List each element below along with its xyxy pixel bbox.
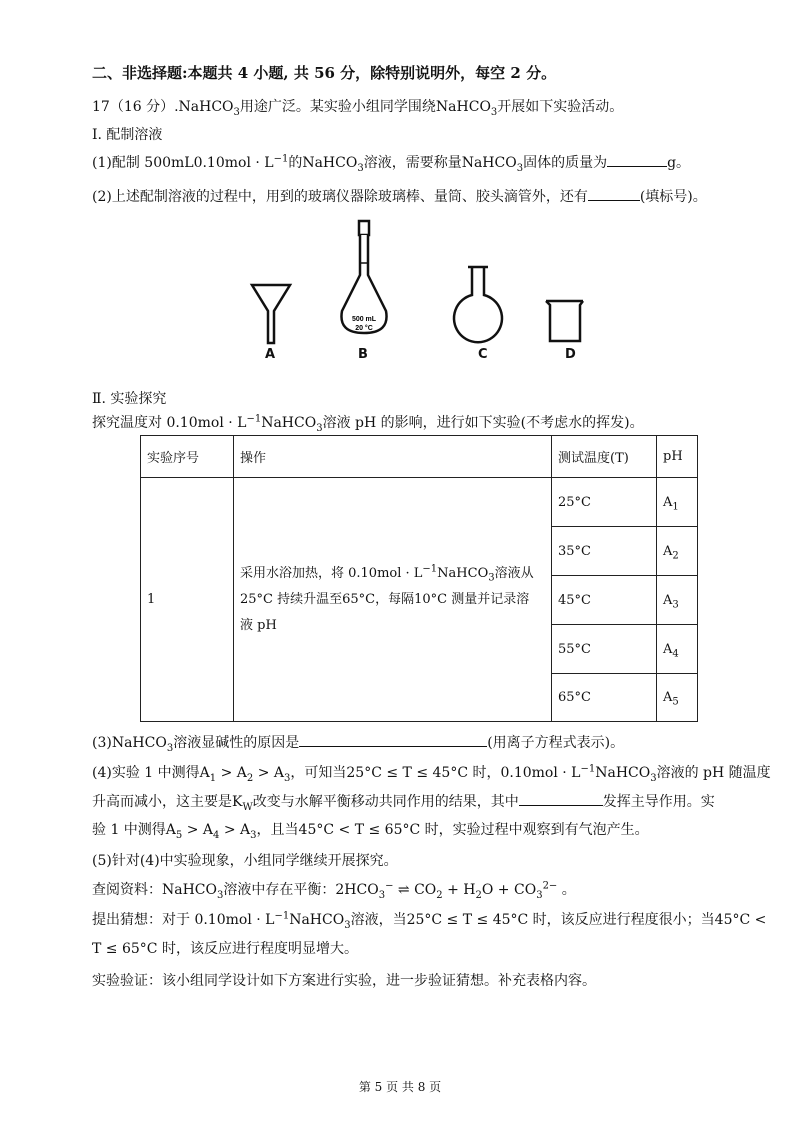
question-2: (2)上述配制溶液的过程中，用到的玻璃仪器除玻璃棒、量筒、胶头滴管外，还有 (填标号)。 xyxy=(92,186,707,206)
apparatus-label-d: D xyxy=(565,347,576,362)
beaker-icon xyxy=(546,301,583,341)
table-row xyxy=(141,478,698,527)
question-number: 17（16 分） xyxy=(92,99,175,115)
question-4-line-3: 验 1 中测得$A_5 > A_4 > A_3$，且当45°C < T ≤ 65°C 时，实验过程中观察到有气泡产生。 xyxy=(92,822,649,841)
flask-temperature-label: 20 °C xyxy=(355,325,373,332)
explore-text: 探究温度对 $0.10mol \cdot L^{-1}NaHCO_3$溶液 pH 的影响，进行如下实验(不考虑水的挥发)。 xyxy=(92,413,644,434)
question-17-intro: 17（16 分）.NaHCO$_3$用途广泛。某实验小组同学围绕NaHCO$_3$开展如下实验活动。 xyxy=(92,99,624,118)
question-4-line-1: (4)实验 1 中测得$A_1 > A_2 > A_3$，可知当25°C ≤ T ≤ 45°C 时，$0.10mol \cdot L^{-1}NaHCO_3$溶液的 pH 随温度 xyxy=(92,763,771,784)
cell-ph: $A_3$ xyxy=(657,576,698,625)
question-5: (5)针对(4)中实验现象，小组同学继续开展探究。 xyxy=(92,853,398,869)
question-1: (1)配制 $500mL0.10mol \cdot L^{-1}$的NaHCO$_3$溶液，需要称量NaHCO$_3$固体的质量为 g。 xyxy=(92,153,691,174)
cell-temperature: 35°C xyxy=(552,527,657,576)
flask-volume-label: 500 mL xyxy=(351,316,377,323)
experiment-table xyxy=(140,435,698,722)
cell-temperature: 25°C xyxy=(552,478,657,527)
question-3: (3)NaHCO$_3$溶液显碱性的原因是 (用离子方程式表示)。 xyxy=(92,732,624,752)
answer-blank-4[interactable] xyxy=(519,791,603,806)
funnel-icon xyxy=(252,285,290,343)
cell-temperature: 55°C xyxy=(552,625,657,674)
cell-ph: $A_2$ xyxy=(657,527,698,576)
answer-blank-3[interactable] xyxy=(299,732,487,747)
cell-operation: 采用水浴加热，将 $0.10mol \cdot L^{-1}NaHCO_3$溶液从 25°C 持续升温至65°C，每隔10°C 测量并记录溶 液 pH xyxy=(234,478,552,722)
cell-ph: $A_1$ xyxy=(657,478,698,527)
header-ph: pH xyxy=(657,436,698,478)
cell-ph: $A_4$ xyxy=(657,625,698,674)
round-bottom-flask-icon xyxy=(454,267,502,342)
apparatus-figure xyxy=(230,215,610,355)
cell-experiment-no: 1 xyxy=(141,478,234,722)
question-4-line-2: 升高而减小，这主要是$K_W$改变与水解平衡移动共同作用的结果，其中 发挥主导作用。实 xyxy=(92,791,715,811)
apparatus-label-c: C xyxy=(478,347,488,362)
hypothesis-line-2: T ≤ 65°C 时，该反应进行程度明显增大。 xyxy=(92,941,358,957)
answer-blank-2[interactable] xyxy=(588,186,640,201)
verification-text: 实验验证：该小组同学设计如下方案进行实验，进一步验证猜想。补充表格内容。 xyxy=(92,973,596,989)
cell-temperature: 65°C xyxy=(552,674,657,722)
reference-material: 查阅资料：NaHCO$_3$溶液中存在平衡：$2HCO_3^-$ ⇌ $CO_2 + H_2O + CO_3^{2-}$ 。 xyxy=(92,880,576,901)
header-experiment-no: 实验序号 xyxy=(141,436,234,478)
cell-ph: $A_5$ xyxy=(657,674,698,722)
header-temperature: 测试温度(T) xyxy=(552,436,657,478)
part-2-title: Ⅱ. 实验探究 xyxy=(92,391,167,407)
apparatus-label-a: A xyxy=(265,347,276,362)
section-heading: 二、非选择题:本题共 4 小题, 共 56 分，除特别说明外，每空 2 分。 xyxy=(92,64,557,82)
answer-blank-1[interactable] xyxy=(607,152,667,167)
part-1-title: Ⅰ. 配制溶液 xyxy=(92,127,163,143)
table-header-row xyxy=(141,436,698,478)
header-operation: 操作 xyxy=(234,436,552,478)
hypothesis-line-1: 提出猜想：对于 $0.10mol \cdot L^{-1}NaHCO_3$溶液，当25°C ≤ T ≤ 45°C 时，该反应进行程度很小；当45°C < xyxy=(92,910,767,931)
cell-temperature: 45°C xyxy=(552,576,657,625)
apparatus-label-b: B xyxy=(358,347,368,362)
page-footer: 第 5 页 共 8 页 xyxy=(358,1080,442,1094)
